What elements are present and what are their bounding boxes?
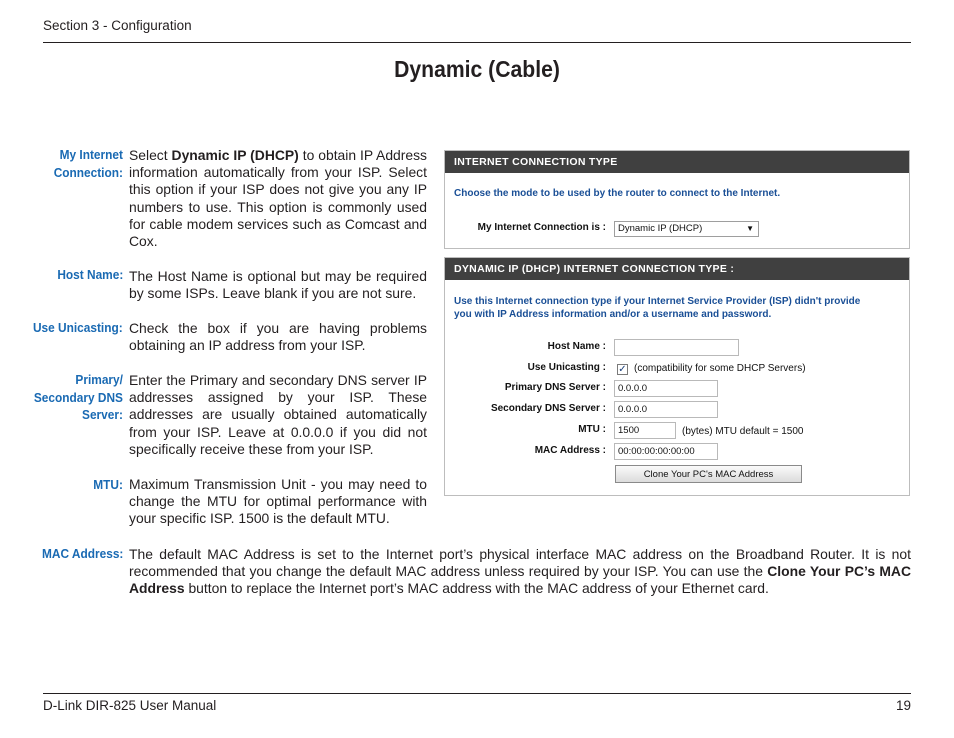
desc-mtu: Maximum Transmission Unit - you may need to change the MTU for optimal performance with your specific ISP. 1500 is the default MTU. [129,476,427,527]
desc-text: Select [129,147,172,163]
connection-type-label: My Internet Connection is : [477,222,606,233]
term-line: Primary/ [75,372,123,387]
use-unicasting-checkbox[interactable] [617,364,628,375]
intro-line: Use this Internet connection type if your Internet Service Provider (ISP) didn't provide [454,296,861,307]
term-line: Secondary DNS [33,389,123,405]
desc-text: The default MAC Address is set to the Internet port’s physical interface MAC address on the Broadband Router. It is not recommended that you change the default MAC address unless required by your ISP. You can use the [129,546,911,580]
desc-my-internet-connection [129,147,427,250]
dhcp-connection-panel [444,257,910,496]
check-icon: ✓ [618,364,627,375]
page-number: 19 [895,698,911,713]
secondary-dns-label: Secondary DNS Server : [490,403,606,414]
panel-header: DYNAMIC IP (DHCP) INTERNET CONNECTION TYPE : [445,258,909,280]
page-title: Dynamic (Cable) [394,56,560,82]
mac-address-input[interactable] [614,443,718,460]
footer-manual-name: D-Link DIR-825 User Manual [43,698,217,713]
term-line: My Internet [59,147,123,162]
internet-connection-type-panel [444,150,910,249]
mtu-input[interactable] [614,422,676,439]
panel-intro: Choose the mode to be used by the router to connect to the Internet. [454,188,781,199]
mtu-note: (bytes) MTU default = 1500 [682,426,804,437]
term-my-internet-connection [54,146,123,181]
connection-type-select[interactable] [614,221,759,237]
clone-mac-address-button[interactable]: Clone Your PC's MAC Address [615,465,802,483]
mtu-label: MTU : [578,424,606,435]
host-name-input[interactable] [614,339,739,356]
use-unicasting-label: Use Unicasting : [527,362,606,373]
panel-intro [454,296,860,321]
term-mac-address: MAC Address: [41,546,123,561]
mac-address-label: MAC Address : [534,445,606,456]
term-line: Server: [82,407,123,422]
desc-use-unicasting: Check the box if you are having problems obtaining an IP address from your ISP. [129,320,427,354]
primary-dns-label: Primary DNS Server : [504,382,606,393]
term-use-unicasting: Use Unicasting: [33,320,123,335]
section-label: Section 3 - Configuration [43,18,192,33]
intro-line: you with IP Address information and/or a username and password. [454,308,772,320]
unicasting-note: (compatibility for some DHCP Servers) [634,363,806,374]
select-value: Dynamic IP (DHCP) [618,223,703,234]
panel-header: INTERNET CONNECTION TYPE [445,151,909,173]
bottom-rule [43,693,911,694]
term-line: Connection: [53,164,123,180]
host-name-label: Host Name : [547,341,606,352]
term-host-name: Host Name: [57,267,123,282]
primary-dns-input[interactable] [614,380,718,397]
term-dns-server [34,371,123,424]
desc-bold: Dynamic IP (DHCP) [171,147,299,163]
desc-text: button to replace the Internet port’s MAC address with the MAC address of your Ethernet card. [184,580,769,597]
desc-mac-address [129,546,911,598]
term-mtu: MTU: [93,477,123,492]
secondary-dns-input[interactable] [614,401,718,418]
top-rule [43,42,911,43]
desc-dns-server: Enter the Primary and secondary DNS server IP addresses assigned by your ISP. These addresses are usually obtained automatically from your ISP. Leave at 0.0.0.0 if you did not specifically receive these from your ISP. [129,372,427,457]
desc-text: to obtain IP Address information automatically from your ISP. Select this option if your ISP does not give you any IP numbers to use. This option is commonly used for cable modem services such as Comcast and Cox. [129,147,428,250]
chevron-down-icon: ▼ [746,224,754,233]
desc-host-name: The Host Name is optional but may be required by some ISPs. Leave blank if you are not sure. [129,268,427,302]
desc-bold: Clone Your PC’s MAC Address [129,563,911,597]
